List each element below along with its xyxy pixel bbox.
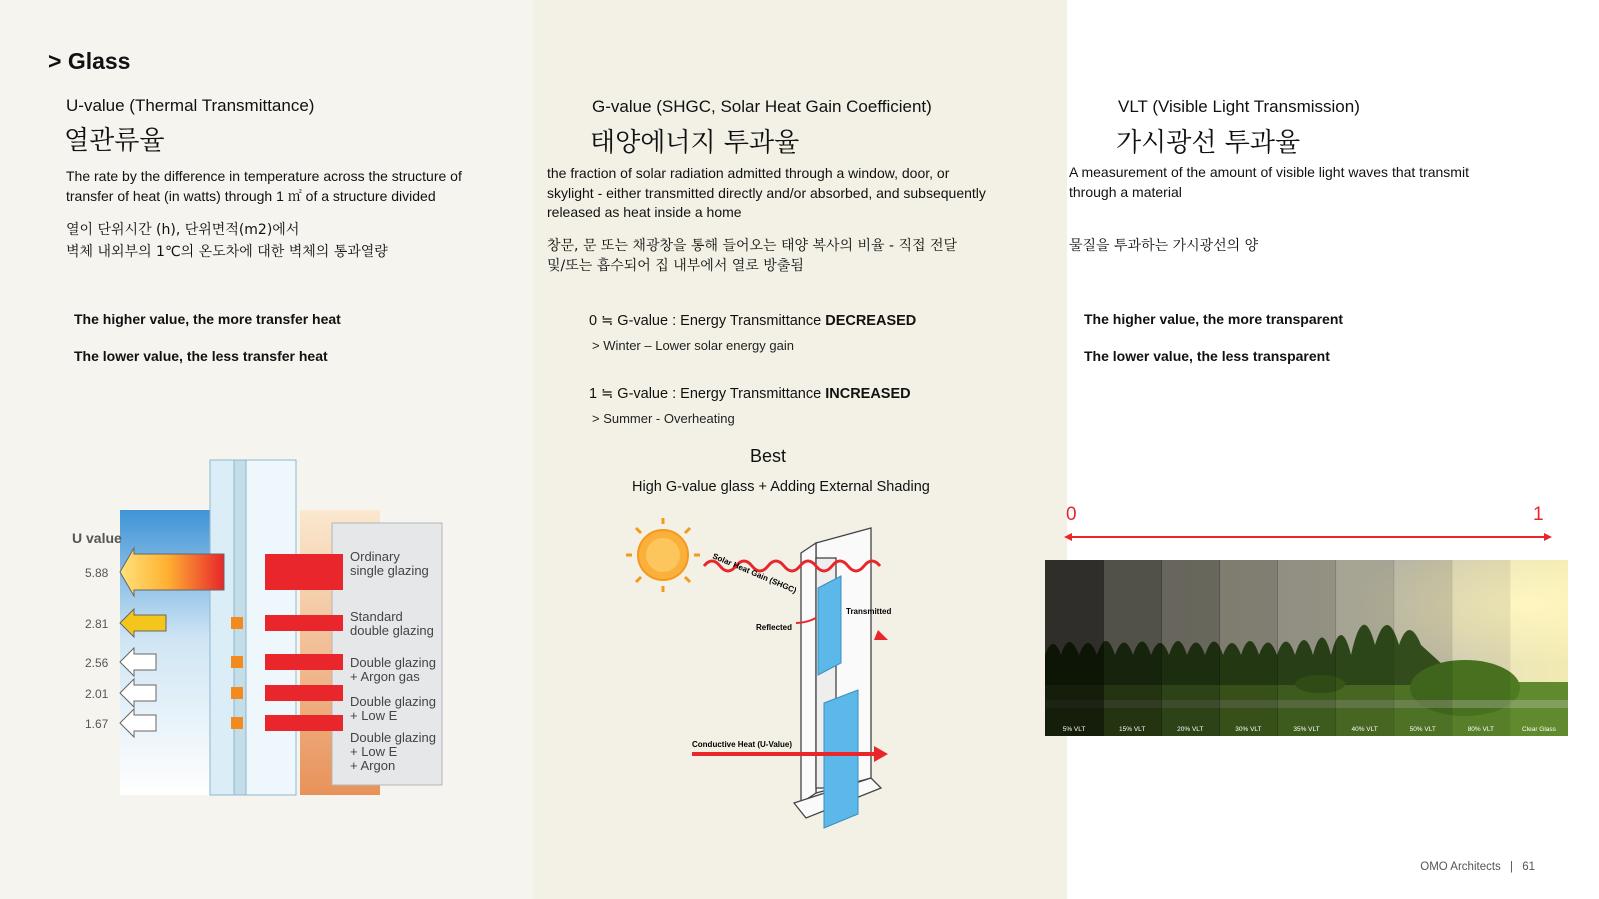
glass-pane-1 bbox=[210, 460, 234, 795]
uvalue-higher-note: The higher value, the more transfer heat bbox=[74, 311, 341, 327]
uvalue-number: 2.56 bbox=[85, 656, 109, 670]
gvalue-low-sub: > Winter – Lower solar energy gain bbox=[592, 338, 794, 353]
section-title: > Glass bbox=[48, 48, 131, 74]
uvalue-axis-label: U value bbox=[72, 530, 122, 546]
footer-company: OMO Architects bbox=[1420, 861, 1501, 873]
footer-divider: | bbox=[1510, 861, 1513, 873]
heat-mid-bar bbox=[231, 617, 243, 629]
gvalue-ko-line: 창문, 문 또는 채광창을 통해 들어오는 태양 복사의 비율 - 직접 전달 bbox=[547, 238, 958, 254]
vlt-heading-ko: 가시광선 투과율 bbox=[1116, 128, 1301, 158]
uvalue-number: 2.81 bbox=[85, 617, 109, 631]
outdoor-sky bbox=[120, 510, 220, 795]
uvalue-heading-ko: 열관류율 bbox=[64, 126, 165, 156]
heat-mid-bar bbox=[231, 687, 243, 699]
uvalue-number: 1.67 bbox=[85, 717, 109, 731]
vlt-tint-band bbox=[1161, 560, 1220, 736]
vlt-heading-en: VLT (Visible Light Transmission) bbox=[1118, 97, 1360, 116]
vlt-description bbox=[1069, 163, 1469, 202]
gvalue-high-sub: > Summer - Overheating bbox=[592, 411, 735, 426]
transmitted-label: Transmitted bbox=[846, 607, 892, 616]
vlt-tint-band bbox=[1394, 560, 1453, 736]
uvalue-korean-description bbox=[66, 219, 388, 263]
conductive-arrowhead bbox=[874, 746, 888, 762]
reflected-label: Reflected bbox=[756, 623, 793, 632]
vlt-tint-label: 5% VLT bbox=[1062, 726, 1086, 733]
gvalue-description bbox=[547, 164, 986, 223]
gvalue-low-line bbox=[589, 313, 916, 329]
vlt-tint-label: 80% VLT bbox=[1467, 726, 1494, 733]
glazing-type-label: Double glazing bbox=[350, 655, 437, 670]
vlt-tint-labels bbox=[1063, 726, 1557, 733]
glazing-type-label: Double glazing bbox=[350, 730, 437, 745]
glazing-type-label: Ordinary bbox=[350, 549, 400, 564]
vlt-tint-label: Clear Glass bbox=[1521, 726, 1556, 733]
uvalue-number: 5.88 bbox=[85, 566, 109, 580]
footer-page-number: 61 bbox=[1522, 861, 1535, 873]
heat-arrow bbox=[120, 548, 224, 596]
vlt-tint-overlays bbox=[1045, 560, 1568, 736]
uvalue-ko-line: 열이 단위시간 (h), 단위면적(m2)에서 bbox=[66, 222, 300, 238]
glass-pane-lower bbox=[824, 690, 858, 828]
vlt-korean-description: 물질을 투과하는 가시광선의 양 bbox=[1069, 238, 1259, 254]
glass-pane-upper bbox=[818, 576, 841, 675]
uvalue-desc-line: The rate by the difference in temperature across the structure of bbox=[66, 168, 462, 184]
vlt-desc-line: A measurement of the amount of visible light waves that transmit bbox=[1069, 164, 1469, 180]
glazing-type-label: double glazing bbox=[350, 623, 434, 638]
vlt-tint-label: 15% VLT bbox=[1119, 726, 1146, 733]
vlt-tint-band bbox=[1045, 560, 1104, 736]
footer bbox=[1420, 861, 1535, 873]
gvalue-low-prefix: 0 ≒ G-value : Energy Transmittance bbox=[589, 313, 826, 329]
heat-bar bbox=[265, 685, 343, 701]
uvalue-description bbox=[66, 167, 462, 206]
gvalue-ko-line: 및/또는 흡수되어 집 내부에서 열로 방출됨 bbox=[547, 258, 804, 274]
vlt-tint-band bbox=[1452, 560, 1511, 736]
vlt-tint-label: 40% VLT bbox=[1351, 726, 1378, 733]
vlt-desc-line: through a material bbox=[1069, 183, 1182, 200]
gvalue-desc-line: skylight - either transmitted directly and/or absorbed, and subsequently bbox=[547, 184, 986, 201]
heat-bar bbox=[265, 654, 343, 670]
shgc-label: Solar Heat Gain (SHGC) bbox=[711, 551, 798, 596]
vlt-tint-label: 50% VLT bbox=[1409, 726, 1436, 733]
gvalue-diagram bbox=[626, 518, 906, 853]
uvalue-number: 2.01 bbox=[85, 687, 109, 701]
vlt-tint-band bbox=[1219, 560, 1278, 736]
vlt-tint-label: 35% VLT bbox=[1293, 726, 1320, 733]
gvalue-high-prefix: 1 ≒ G-value : Energy Transmittance bbox=[589, 386, 826, 402]
uvalue-lower-note: The lower value, the less transfer heat bbox=[74, 348, 328, 364]
vlt-tint-band bbox=[1103, 560, 1162, 736]
heat-bar bbox=[265, 715, 343, 731]
glazing-type-label: + Low E bbox=[350, 744, 398, 759]
glazing-type-label: Double glazing bbox=[350, 694, 437, 709]
vlt-scale-min: 0 bbox=[1066, 504, 1077, 525]
transmitted-arrowhead bbox=[874, 630, 888, 640]
vlt-scale-arrow bbox=[1062, 528, 1554, 546]
vlt-tint-label: 20% VLT bbox=[1177, 726, 1204, 733]
glazing-type-label: + Low E bbox=[350, 708, 398, 723]
vlt-higher-note: The higher value, the more transparent bbox=[1084, 311, 1344, 327]
conductive-label: Conductive Heat (U-Value) bbox=[692, 740, 793, 749]
vlt-photo-strip bbox=[1045, 560, 1568, 736]
heat-bar bbox=[265, 615, 343, 631]
vlt-lower-note: The lower value, the less transparent bbox=[1084, 348, 1330, 364]
uvalue-heading-en: U-value (Thermal Transmittance) bbox=[66, 96, 315, 115]
gvalue-high-emphasis: INCREASED bbox=[825, 386, 911, 402]
gvalue-korean-description bbox=[547, 236, 957, 276]
sun-icon bbox=[626, 518, 700, 592]
gvalue-desc-line: released as heat inside a home bbox=[547, 204, 742, 220]
vlt-tint-band bbox=[1510, 560, 1568, 736]
heat-mid-bar bbox=[231, 717, 243, 729]
gvalue-heading-ko: 태양에너지 투과율 bbox=[590, 128, 800, 158]
uvalue-diagram bbox=[60, 455, 460, 805]
best-title: Best bbox=[750, 446, 787, 466]
gvalue-heading-en: G-value (SHGC, Solar Heat Gain Coefficient) bbox=[592, 97, 932, 116]
heat-mid-bar bbox=[231, 656, 243, 668]
gvalue-high-line bbox=[589, 386, 911, 402]
uvalue-ko-line: 벽체 내외부의 1℃의 온도차에 대한 벽체의 통과열량 bbox=[66, 244, 388, 260]
uvalue-desc-line: transfer of heat (in watts) through 1 ㎡ of a structure divided bbox=[66, 187, 436, 204]
vlt-scale-max: 1 bbox=[1533, 504, 1544, 525]
vlt-tint-label: 30% VLT bbox=[1235, 726, 1262, 733]
vlt-tint-band bbox=[1336, 560, 1395, 736]
best-description: High G-value glass + Adding External Shading bbox=[632, 479, 930, 495]
gvalue-low-emphasis: DECREASED bbox=[825, 313, 917, 329]
glazing-type-label: + Argon bbox=[350, 758, 396, 773]
glazing-type-label: + Argon gas bbox=[350, 669, 420, 684]
heat-bar bbox=[265, 554, 343, 590]
glazing-type-label: single glazing bbox=[350, 563, 429, 578]
glazing-type-label: Standard bbox=[350, 609, 403, 624]
vlt-tint-band bbox=[1277, 560, 1336, 736]
gvalue-desc-line: the fraction of solar radiation admitted through a window, door, or bbox=[547, 165, 950, 181]
